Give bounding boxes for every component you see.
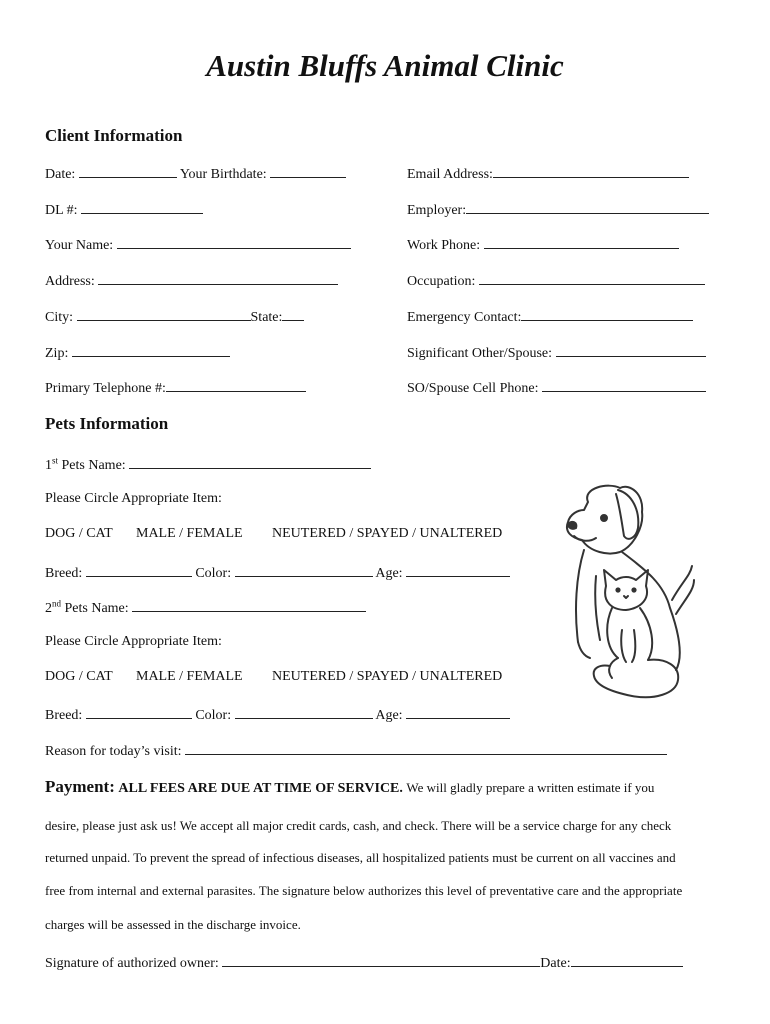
- signature-date-blank[interactable]: [571, 953, 683, 967]
- primary-phone-label: Primary Telephone #:: [45, 381, 166, 396]
- pet1-ordinal-suffix: st: [52, 455, 59, 466]
- pet2-color-blank[interactable]: [235, 705, 373, 719]
- date-field[interactable]: [45, 164, 346, 183]
- name-label: Your Name:: [45, 238, 114, 253]
- date-blank[interactable]: [79, 164, 177, 178]
- pet2-sex-options[interactable]: MALE / FEMALE: [136, 669, 243, 684]
- state-blank[interactable]: [282, 307, 304, 321]
- payment-heading: Payment:: [45, 777, 115, 796]
- pet2-ordinal: 2: [45, 601, 52, 616]
- zip-label: Zip:: [45, 346, 69, 361]
- pet1-circle-prompt: Please Circle Appropriate Item:: [45, 491, 222, 506]
- visit-reason-blank[interactable]: [185, 741, 667, 755]
- city-field[interactable]: [45, 307, 304, 326]
- occupation-field[interactable]: [407, 271, 705, 290]
- state-label: State:: [250, 310, 283, 325]
- pet1-status-options[interactable]: NEUTERED / SPAYED / UNALTERED: [272, 526, 503, 541]
- primary-phone-blank[interactable]: [166, 378, 306, 392]
- pet2-details-row[interactable]: [45, 705, 510, 724]
- payment-notice: ALL FEES ARE DUE AT TIME OF SERVICE.: [118, 781, 403, 796]
- occupation-label: Occupation:: [407, 274, 476, 289]
- employer-blank[interactable]: [466, 200, 709, 214]
- pet2-color-label: Color:: [195, 708, 232, 723]
- pet1-sex-options[interactable]: MALE / FEMALE: [136, 526, 243, 541]
- pet2-species-options[interactable]: DOG / CAT: [45, 669, 113, 684]
- occupation-blank[interactable]: [479, 271, 705, 285]
- emergency-contact-blank[interactable]: [521, 307, 693, 321]
- pet2-breed-label: Breed:: [45, 708, 83, 723]
- pet1-name-field[interactable]: [45, 455, 371, 474]
- dog-and-cat-sketch-icon: [560, 480, 700, 705]
- pets-info-heading: Pets Information: [45, 414, 169, 433]
- payment-text-line3: returned unpaid. To prevent the spread of infectious diseases, all hospitalized patients must be current on all vaccines and: [45, 850, 676, 865]
- pet2-name-field[interactable]: [45, 598, 366, 617]
- owner-signature-label: Signature of authorized owner:: [45, 956, 219, 971]
- dl-blank[interactable]: [81, 200, 203, 214]
- so-cell-phone-field[interactable]: [407, 378, 706, 397]
- pet2-age-label: Age:: [375, 708, 403, 723]
- work-phone-label: Work Phone:: [407, 238, 481, 253]
- address-blank[interactable]: [98, 271, 338, 285]
- pet2-status-options[interactable]: NEUTERED / SPAYED / UNALTERED: [272, 669, 503, 684]
- pet1-breed-blank[interactable]: [86, 563, 192, 577]
- address-label: Address:: [45, 274, 95, 289]
- emergency-contact-label: Emergency Contact:: [407, 310, 522, 325]
- pet1-age-blank[interactable]: [406, 563, 510, 577]
- pet1-color-label: Color:: [195, 566, 232, 581]
- significant-other-label: Significant Other/Spouse:: [407, 346, 553, 361]
- pet1-ordinal: 1: [45, 458, 52, 473]
- pet1-species-options[interactable]: DOG / CAT: [45, 526, 113, 541]
- city-blank[interactable]: [77, 307, 251, 321]
- pet1-name-blank[interactable]: [129, 455, 371, 469]
- payment-text-line2: desire, please just ask us! We accept all major credit cards, cash, and check. There will be a service charge for any check: [45, 818, 672, 833]
- name-field[interactable]: [45, 235, 351, 254]
- work-phone-field[interactable]: [407, 235, 679, 254]
- address-field[interactable]: [45, 271, 338, 290]
- pet2-name-blank[interactable]: [132, 598, 366, 612]
- payment-text-line1: We will gladly prepare a written estimate if you: [406, 780, 655, 795]
- pet2-breed-blank[interactable]: [86, 705, 192, 719]
- significant-other-blank[interactable]: [556, 343, 706, 357]
- pet2-ordinal-suffix: nd: [52, 598, 61, 609]
- emergency-contact-field[interactable]: [407, 307, 693, 326]
- work-phone-blank[interactable]: [484, 235, 679, 249]
- email-label: Email Address:: [407, 167, 493, 182]
- pet1-breed-label: Breed:: [45, 566, 83, 581]
- payment-first-line: [45, 777, 654, 797]
- pet2-circle-prompt: Please Circle Appropriate Item:: [45, 634, 222, 649]
- clinic-title: Austin Bluffs Animal Clinic: [206, 48, 564, 83]
- significant-other-field[interactable]: [407, 343, 706, 362]
- pet1-details-row[interactable]: [45, 563, 510, 582]
- pet2-name-label: Pets Name:: [64, 601, 129, 616]
- payment-text-line5: charges will be assessed in the discharge invoice.: [45, 917, 301, 932]
- so-cell-phone-blank[interactable]: [542, 378, 706, 392]
- signature-date-label: Date:: [540, 956, 571, 971]
- date-label: Date:: [45, 167, 76, 182]
- pet2-age-blank[interactable]: [406, 705, 510, 719]
- employer-field[interactable]: [407, 200, 709, 219]
- name-blank[interactable]: [117, 235, 351, 249]
- pet1-age-label: Age:: [375, 566, 403, 581]
- dl-label: DL #:: [45, 203, 78, 218]
- so-cell-phone-label: SO/Spouse Cell Phone:: [407, 381, 539, 396]
- zip-field[interactable]: [45, 343, 230, 362]
- owner-signature-blank[interactable]: [222, 953, 540, 967]
- birthdate-blank[interactable]: [270, 164, 346, 178]
- visit-reason-field[interactable]: [45, 741, 667, 760]
- pet1-name-label: Pets Name:: [61, 458, 126, 473]
- email-blank[interactable]: [493, 164, 689, 178]
- pet1-color-blank[interactable]: [235, 563, 373, 577]
- city-label: City:: [45, 310, 74, 325]
- primary-phone-field[interactable]: [45, 378, 306, 397]
- client-info-heading: Client Information: [45, 126, 183, 145]
- visit-reason-label: Reason for today’s visit:: [45, 744, 182, 759]
- employer-label: Employer:: [407, 203, 467, 218]
- payment-text-line4: free from internal and external parasites. The signature below authorizes this level of preventative care and the appropriate: [45, 883, 683, 898]
- email-field[interactable]: [407, 164, 689, 183]
- signature-row[interactable]: [45, 953, 683, 972]
- birthdate-label: Your Birthdate:: [179, 167, 267, 182]
- dl-field[interactable]: [45, 200, 203, 219]
- zip-blank[interactable]: [72, 343, 230, 357]
